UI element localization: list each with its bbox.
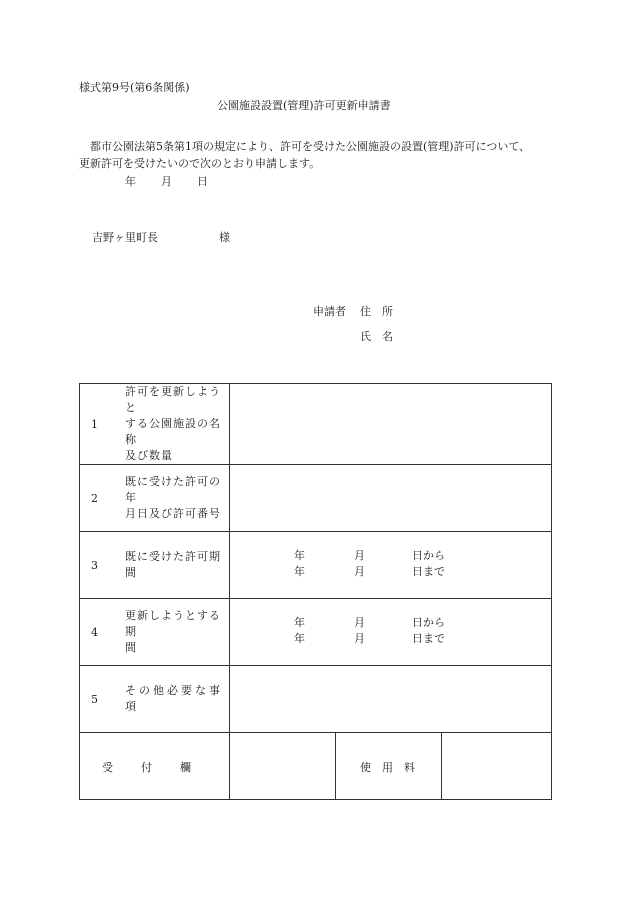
paragraph-line-2: 更新許可を受けたいので次のとおり申請します。: [79, 157, 321, 170]
fee-label: 使 用 料: [360, 761, 415, 774]
table-row: [80, 733, 552, 800]
table-row: [80, 465, 552, 532]
table-row: [80, 599, 552, 666]
request-paragraph: [79, 138, 569, 172]
row-label: その他必要な事項: [125, 684, 223, 713]
fee-label-cell: [336, 733, 442, 800]
document-title: 公園施設設置(管理)許可更新申請書: [217, 99, 391, 112]
period-month-label: 月: [354, 632, 365, 645]
reception-label: 受 付 欄: [102, 761, 193, 774]
reception-label-cell: [80, 733, 230, 800]
reception-value-cell[interactable]: [230, 733, 336, 800]
row-5-label-cell: [80, 666, 230, 733]
row-label: 許可を更新しようと する公園施設の名称 及び数量: [125, 385, 221, 462]
form-number: 様式第9号(第6条関係): [79, 81, 190, 94]
row-4-label-cell: [80, 599, 230, 666]
row-5-value-cell[interactable]: [230, 666, 552, 733]
date-year-label: 年: [125, 175, 136, 188]
applicant-label: 申請者: [313, 305, 346, 318]
period-to-label: 日まで: [412, 632, 445, 645]
row-1-value-cell[interactable]: [230, 384, 552, 465]
applicant-name-label: 氏 名: [360, 330, 393, 343]
addressee-name: 吉野ヶ里町長: [92, 231, 158, 244]
row-number: 5: [91, 692, 98, 706]
application-table: [79, 383, 552, 800]
period-to-label: 日まで: [412, 565, 445, 578]
period-month-label: 月: [354, 549, 365, 562]
row-4-period-cell[interactable]: [230, 599, 552, 666]
row-number: 2: [91, 491, 98, 505]
period-year-label: 年: [294, 616, 305, 629]
row-3-label-cell: [80, 532, 230, 599]
row-2-label-cell: [80, 465, 230, 532]
period-from-label: 日から: [412, 549, 445, 562]
row-number: 4: [91, 625, 98, 639]
period-year-label: 年: [294, 632, 305, 645]
row-number: 3: [91, 558, 98, 572]
date-month-label: 月: [161, 175, 172, 188]
period-year-label: 年: [294, 549, 305, 562]
period-from-label: 日から: [412, 616, 445, 629]
row-1-label-cell: [80, 384, 230, 465]
row-label: 更新しようとする期 間: [125, 609, 221, 654]
row-2-value-cell[interactable]: [230, 465, 552, 532]
period-year-label: 年: [294, 565, 305, 578]
period-month-label: 月: [354, 616, 365, 629]
row-label: 既に受けた許可の年 月日及び許可番号: [125, 475, 221, 520]
table-row: [80, 666, 552, 733]
paragraph-line-1: 都市公園法第5条第1項の規定により、許可を受けた公園施設の設置(管理)許可について、: [90, 140, 531, 153]
row-3-period-cell[interactable]: [230, 532, 552, 599]
fee-value-cell[interactable]: [442, 733, 552, 800]
table-row: [80, 532, 552, 599]
addressee-honorific: 様: [219, 231, 230, 244]
date-day-label: 日: [197, 175, 208, 188]
applicant-address-label: 住 所: [360, 305, 393, 318]
row-number: 1: [91, 417, 98, 431]
table-row: [80, 384, 552, 465]
period-month-label: 月: [354, 565, 365, 578]
row-label: 既に受けた許可期間: [125, 550, 221, 579]
